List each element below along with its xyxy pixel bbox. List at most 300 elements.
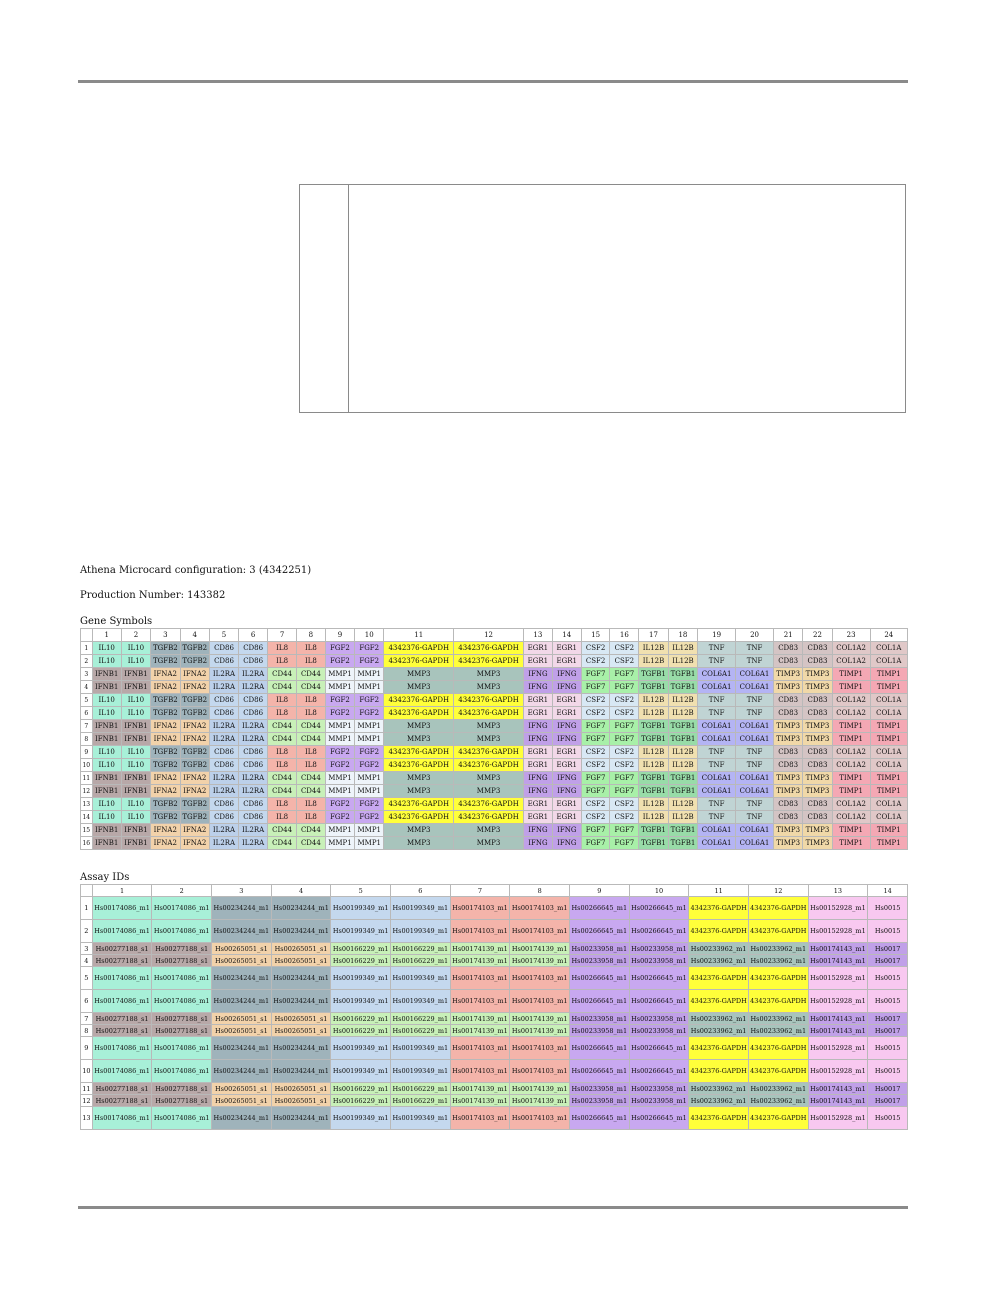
- gene-symbol-cell: IFNA2: [151, 785, 179, 797]
- gene-symbol-cell: MMP3: [384, 824, 453, 836]
- gene-symbol-cell: FGF7: [610, 720, 638, 732]
- gene-symbol-cell: TNF: [698, 707, 735, 719]
- gene-symbol-cell: IL10: [93, 655, 121, 667]
- gene-symbol-cell: IFNB1: [93, 837, 121, 849]
- assay-column-header: 9: [570, 885, 629, 896]
- table-row: [81, 798, 907, 810]
- assay-id-cell: Hs00234244_m1: [212, 1037, 271, 1059]
- row-number: 7: [81, 720, 92, 732]
- gene-symbol-cell: FGF2: [326, 746, 354, 758]
- gene-symbol-cell: TNF: [736, 798, 773, 810]
- gene-symbol-cell: IL2RA: [210, 720, 238, 732]
- assay-id-cell: Hs00174143_m1: [810, 956, 866, 965]
- gene-symbol-cell: CD83: [803, 746, 831, 758]
- gene-symbol-cell: CD86: [239, 694, 267, 706]
- assay-id-cell: Hs00174086_m1: [93, 990, 152, 1012]
- assay-id-cell: Hs00174086_m1: [93, 1037, 152, 1059]
- assay-id-cell: Hs0017: [868, 955, 907, 966]
- gene-column-header: 12: [454, 629, 523, 641]
- row-number: 6: [81, 990, 92, 1012]
- gene-symbol-cell: COL6A1: [736, 837, 773, 849]
- gene-symbol-cell: IL12B: [669, 759, 697, 771]
- assay-id-cell: Hs00166229_m1: [332, 944, 389, 953]
- assay-id-cell: Hs00199349_m1: [331, 920, 390, 942]
- row-number: 8: [81, 1025, 92, 1036]
- gene-symbol-cell: CD44: [268, 720, 296, 732]
- assay-id-cell: Hs00265051_s1: [272, 1013, 331, 1024]
- assay-id-cell: Hs00277188_s1: [93, 943, 152, 954]
- gene-symbol-cell: IL10: [93, 694, 121, 706]
- gene-symbol-cell: IL10: [122, 811, 150, 823]
- table-row: [81, 897, 907, 919]
- gene-symbol-cell: IL8: [297, 642, 325, 654]
- gene-symbol-cell: IFNA2: [151, 824, 179, 836]
- footer-rule: [78, 1206, 908, 1209]
- assay-id-cell: Hs00174143_m1: [810, 1084, 866, 1093]
- gene-symbol-cell: IL8: [297, 759, 325, 771]
- gene-symbol-cell: TGFB1: [669, 772, 697, 784]
- gene-symbol-cell: EGR1: [553, 811, 581, 823]
- gene-symbol-cell: MMP3: [384, 668, 453, 680]
- gene-symbol-cell: TIMP3: [803, 668, 831, 680]
- assay-id-cell: Hs00233958_m1: [631, 1026, 687, 1035]
- row-number: 11: [81, 772, 92, 784]
- row-number: 5: [81, 967, 92, 989]
- gene-symbol-cell: CSF2: [610, 642, 638, 654]
- assay-id-cell: Hs00174103_m1: [451, 990, 510, 1012]
- assay-column-header: 14: [868, 885, 907, 896]
- gene-symbol-cell: TNF: [736, 707, 773, 719]
- gene-symbol-cell: COL1A: [871, 798, 907, 810]
- gene-symbol-cell: IFNG: [524, 733, 552, 745]
- assay-id-cell: Hs00266645_m1: [570, 1037, 629, 1059]
- row-number: 12: [81, 785, 92, 797]
- gene-symbol-cell: TIMP3: [774, 733, 802, 745]
- gene-column-header: 14: [553, 629, 581, 641]
- assay-id-cell: Hs00234244_m1: [272, 967, 331, 989]
- assay-id-cell: Hs00152928_m1: [809, 920, 868, 942]
- gene-symbol-cell: COL1A2: [833, 655, 870, 667]
- gene-symbol-cell: FGF2: [355, 642, 383, 654]
- gene-symbol-cell: CSF2: [610, 746, 638, 758]
- gene-symbol-cell: MMP3: [454, 824, 523, 836]
- gene-symbol-cell: IL10: [122, 694, 150, 706]
- gene-symbol-cell: IFNB1: [93, 785, 121, 797]
- assay-id-cell: Hs00174143_m1: [810, 1096, 866, 1105]
- gene-corner-cell: [81, 629, 92, 641]
- gene-symbol-cell: COL1A: [871, 694, 907, 706]
- gene-symbol-cell: IL2RA: [210, 772, 238, 784]
- gene-symbol-cell: IFNG: [524, 785, 552, 797]
- gene-symbol-cell: IL8: [268, 759, 296, 771]
- gene-symbol-cell: IL8: [268, 655, 296, 667]
- gene-symbol-cell: MMP3: [454, 733, 523, 745]
- assay-id-cell: Hs00233958_m1: [631, 944, 687, 953]
- assay-ids-table: [80, 884, 908, 1130]
- gene-symbol-cell: CD44: [297, 772, 325, 784]
- assay-id-cell: Hs00266645_m1: [630, 1060, 689, 1082]
- gene-symbol-cell: IL8: [268, 642, 296, 654]
- gene-symbol-cell: CD83: [803, 655, 831, 667]
- assay-id-cell: Hs00174086_m1: [152, 897, 211, 919]
- assay-id-cell: Hs00174139_m1: [452, 1014, 508, 1023]
- row-number: 2: [81, 655, 92, 667]
- gene-symbol-cell: IFNA2: [181, 720, 209, 732]
- gene-symbol-cell: TNF: [736, 694, 773, 706]
- gene-symbol-cell: IFNA2: [151, 733, 179, 745]
- table-row: [81, 1060, 907, 1082]
- gene-symbol-cell: FGF2: [326, 707, 354, 719]
- table-row: [81, 824, 907, 836]
- gene-symbol-cell: TIMP3: [774, 785, 802, 797]
- gene-symbol-cell: IFNA2: [181, 837, 209, 849]
- table-row: [81, 1107, 907, 1129]
- gene-symbol-cell: IFNG: [524, 668, 552, 680]
- table-row: [81, 772, 907, 784]
- gene-symbol-cell: CD83: [774, 798, 802, 810]
- gene-symbol-cell: IL12B: [669, 655, 697, 667]
- assay-id-cell: Hs00174086_m1: [93, 1060, 152, 1082]
- gene-symbol-cell: IL8: [297, 811, 325, 823]
- gene-symbol-cell: IFNB1: [93, 681, 121, 693]
- gene-symbol-cell: IFNG: [524, 824, 552, 836]
- gene-symbol-cell: TGFB2: [181, 655, 209, 667]
- gene-column-header: 7: [268, 629, 296, 641]
- gene-symbol-cell: CSF2: [582, 707, 610, 719]
- gene-symbol-cell: IL12B: [639, 811, 667, 823]
- gene-symbol-cell: COL6A1: [736, 824, 773, 836]
- gene-symbol-cell: IL12B: [639, 694, 667, 706]
- row-number: 4: [81, 681, 92, 693]
- gene-symbol-cell: IL10: [122, 798, 150, 810]
- assay-id-cell: Hs00233962_m1: [690, 944, 747, 953]
- gene-symbol-cell: CD86: [210, 759, 238, 771]
- assay-id-cell: Hs0017: [868, 1083, 907, 1094]
- gene-column-header: 21: [774, 629, 802, 641]
- assay-id-cell: Hs00174103_m1: [451, 967, 510, 989]
- assay-id-cell: Hs00199349_m1: [391, 967, 450, 989]
- assay-id-cell: Hs00174103_m1: [510, 967, 569, 989]
- assay-id-cell: Hs00234244_m1: [272, 897, 331, 919]
- table-row: [81, 1083, 907, 1094]
- assay-id-cell: Hs00174103_m1: [510, 1060, 569, 1082]
- gene-symbol-cell: IFNG: [553, 733, 581, 745]
- assay-id-cell: Hs00234244_m1: [272, 1060, 331, 1082]
- gene-symbol-cell: IL8: [297, 655, 325, 667]
- gene-symbol-cell: IFNA2: [181, 668, 209, 680]
- gene-symbol-cell: FGF7: [582, 785, 610, 797]
- gene-symbol-cell: 4342376-GAPDH: [384, 642, 453, 654]
- gene-symbol-cell: IL12B: [669, 707, 697, 719]
- assay-id-cell: Hs00152928_m1: [809, 897, 868, 919]
- assay-id-cell: Hs00152928_m1: [809, 1060, 868, 1082]
- gene-symbol-cell: TGFB2: [151, 759, 179, 771]
- assay-id-cell: Hs00233958_m1: [571, 1026, 628, 1035]
- gene-symbol-cell: IFNB1: [122, 720, 150, 732]
- assay-id-cell: Hs0015: [868, 897, 907, 919]
- gene-symbol-cell: IL2RA: [239, 733, 267, 745]
- gene-symbol-cell: MMP1: [355, 785, 383, 797]
- gene-symbol-cell: CSF2: [582, 694, 610, 706]
- gene-symbol-cell: 4342376-GAPDH: [454, 798, 523, 810]
- row-number: 3: [81, 943, 92, 954]
- assay-id-cell: Hs00174103_m1: [510, 990, 569, 1012]
- gene-symbol-cell: CD44: [268, 668, 296, 680]
- gene-symbol-cell: TGFB1: [669, 824, 697, 836]
- gene-symbol-cell: CD44: [268, 837, 296, 849]
- gene-symbol-cell: EGR1: [553, 694, 581, 706]
- gene-symbol-cell: IL2RA: [239, 720, 267, 732]
- assay-id-cell: Hs00266645_m1: [570, 967, 629, 989]
- gene-symbol-cell: EGR1: [524, 655, 552, 667]
- gene-symbol-cell: TIMP1: [871, 720, 907, 732]
- gene-symbol-cell: COL1A2: [833, 694, 870, 706]
- gene-symbol-cell: IFNG: [524, 681, 552, 693]
- gene-symbol-cell: IL12B: [669, 694, 697, 706]
- gene-header-row: [81, 629, 907, 641]
- row-number: 15: [81, 824, 92, 836]
- gene-symbol-cell: FGF7: [610, 824, 638, 836]
- assay-id-cell: Hs00277188_s1: [93, 1025, 152, 1036]
- assay-id-cell: Hs00199349_m1: [391, 920, 450, 942]
- assay-corner-cell: [81, 885, 92, 896]
- gene-symbol-cell: 4342376-GAPDH: [454, 811, 523, 823]
- row-number: 5: [81, 694, 92, 706]
- gene-symbol-cell: 4342376-GAPDH: [454, 694, 523, 706]
- gene-symbol-cell: CSF2: [582, 655, 610, 667]
- assay-id-cell: Hs00234244_m1: [212, 1060, 271, 1082]
- gene-symbol-cell: TGFB1: [669, 668, 697, 680]
- gene-symbol-cell: TGFB2: [181, 694, 209, 706]
- gene-symbol-cell: MMP3: [454, 772, 523, 784]
- gene-symbol-cell: TIMP1: [871, 785, 907, 797]
- assay-id-cell: 4342376-GAPDH: [749, 1060, 808, 1082]
- assay-header-row: [81, 885, 907, 896]
- gene-symbol-cell: COL6A1: [698, 772, 735, 784]
- gene-symbol-cell: FGF2: [355, 746, 383, 758]
- gene-symbol-cell: 4342376-GAPDH: [454, 707, 523, 719]
- gene-symbol-cell: TNF: [698, 694, 735, 706]
- row-number: 16: [81, 837, 92, 849]
- row-number: 2: [81, 920, 92, 942]
- gene-symbol-cell: IL2RA: [210, 785, 238, 797]
- assay-id-cell: Hs00166229_m1: [392, 1014, 449, 1023]
- assay-id-cell: Hs00174086_m1: [152, 1107, 211, 1129]
- gene-symbol-cell: TIMP1: [833, 772, 870, 784]
- gene-column-header: 19: [698, 629, 735, 641]
- gene-symbol-cell: IL12B: [639, 655, 667, 667]
- gene-symbol-cell: CD83: [803, 759, 831, 771]
- gene-symbol-cell: IL10: [122, 759, 150, 771]
- gene-column-header: 16: [610, 629, 638, 641]
- gene-column-header: 6: [239, 629, 267, 641]
- gene-symbol-cell: IL10: [122, 655, 150, 667]
- gene-symbol-cell: IFNB1: [122, 668, 150, 680]
- assay-id-cell: Hs00233962_m1: [690, 1026, 747, 1035]
- table-row: [81, 811, 907, 823]
- gene-symbol-cell: TGFB1: [669, 733, 697, 745]
- gene-symbol-cell: CSF2: [582, 811, 610, 823]
- gene-symbol-cell: IFNB1: [93, 668, 121, 680]
- assay-id-cell: Hs00265051_s1: [272, 1083, 331, 1094]
- gene-symbol-cell: COL6A1: [736, 720, 773, 732]
- assay-id-cell: Hs00174103_m1: [510, 920, 569, 942]
- gene-symbols-table: [80, 628, 908, 850]
- gene-symbol-cell: COL6A1: [736, 668, 773, 680]
- assay-id-cell: Hs00233958_m1: [571, 1096, 628, 1105]
- assay-id-cell: Hs00199349_m1: [391, 897, 450, 919]
- assay-id-cell: Hs00174139_m1: [511, 1096, 568, 1105]
- gene-symbol-cell: MMP1: [355, 668, 383, 680]
- assay-id-cell: Hs00174103_m1: [451, 1107, 510, 1129]
- gene-symbol-cell: 4342376-GAPDH: [384, 694, 453, 706]
- assay-id-cell: 4342376-GAPDH: [689, 967, 748, 989]
- assay-column-header: 3: [212, 885, 271, 896]
- table-row: [81, 746, 907, 758]
- gene-symbol-cell: IFNA2: [151, 668, 179, 680]
- gene-symbol-cell: TIMP3: [774, 837, 802, 849]
- gene-symbol-cell: COL6A1: [698, 837, 735, 849]
- gene-symbol-cell: TIMP3: [803, 837, 831, 849]
- gene-symbol-cell: CD83: [803, 798, 831, 810]
- gene-symbol-cell: CSF2: [582, 759, 610, 771]
- gene-symbol-cell: MMP3: [384, 772, 453, 784]
- assay-id-cell: Hs00265051_s1: [272, 1095, 331, 1106]
- row-number: 3: [81, 668, 92, 680]
- gene-symbol-cell: IFNB1: [93, 720, 121, 732]
- assay-id-cell: Hs00152928_m1: [809, 1037, 868, 1059]
- gene-symbol-cell: IL2RA: [239, 785, 267, 797]
- gene-symbol-cell: COL6A1: [736, 785, 773, 797]
- assay-id-cell: Hs00174103_m1: [451, 1060, 510, 1082]
- assay-id-cell: Hs00174086_m1: [93, 967, 152, 989]
- gene-symbol-cell: TGFB1: [639, 733, 667, 745]
- table-row: [81, 990, 907, 1012]
- gene-symbol-cell: TGFB1: [639, 772, 667, 784]
- gene-symbol-cell: TIMP1: [871, 824, 907, 836]
- assay-id-cell: Hs00233962_m1: [750, 956, 807, 965]
- assay-id-cell: Hs00199349_m1: [331, 1037, 390, 1059]
- assay-id-cell: Hs00234244_m1: [212, 897, 271, 919]
- table-row: [81, 955, 907, 966]
- gene-symbol-cell: CD83: [774, 655, 802, 667]
- assay-id-cell: Hs00265051_s1: [212, 1025, 271, 1036]
- gene-symbol-cell: CD44: [268, 733, 296, 745]
- assay-id-cell: Hs00233962_m1: [750, 944, 807, 953]
- gene-symbol-cell: TIMP3: [803, 733, 831, 745]
- gene-symbol-cell: IL12B: [669, 798, 697, 810]
- gene-symbol-cell: COL6A1: [698, 824, 735, 836]
- gene-symbol-cell: TIMP3: [803, 681, 831, 693]
- gene-symbol-cell: TIMP1: [833, 785, 870, 797]
- gene-symbol-cell: FGF7: [610, 837, 638, 849]
- assay-id-cell: Hs00199349_m1: [331, 897, 390, 919]
- gene-symbol-cell: FGF2: [326, 694, 354, 706]
- gene-symbol-cell: IFNB1: [93, 733, 121, 745]
- assay-id-cell: Hs00174086_m1: [93, 920, 152, 942]
- gene-symbol-cell: IL8: [268, 798, 296, 810]
- gene-symbol-cell: TIMP1: [833, 668, 870, 680]
- table-row: [81, 920, 907, 942]
- gene-symbol-cell: MMP3: [384, 733, 453, 745]
- gene-symbol-cell: 4342376-GAPDH: [454, 759, 523, 771]
- gene-symbol-cell: COL1A: [871, 746, 907, 758]
- gene-symbol-cell: EGR1: [553, 655, 581, 667]
- assay-id-cell: Hs00277188_s1: [152, 1025, 211, 1036]
- gene-symbol-cell: CD86: [239, 811, 267, 823]
- assay-id-cell: Hs00265051_s1: [212, 1095, 271, 1106]
- table-row: [81, 668, 907, 680]
- assay-id-cell: Hs00199349_m1: [391, 1060, 450, 1082]
- gene-symbol-cell: CD44: [268, 824, 296, 836]
- assay-id-cell: Hs0017: [868, 943, 907, 954]
- assay-id-cell: Hs00174086_m1: [152, 967, 211, 989]
- assay-id-cell: Hs00166229_m1: [332, 1084, 389, 1093]
- gene-symbol-cell: TNF: [698, 811, 735, 823]
- gene-symbol-cell: COL1A2: [833, 642, 870, 654]
- gene-symbol-cell: EGR1: [524, 746, 552, 758]
- gene-symbol-cell: CD86: [239, 655, 267, 667]
- gene-symbol-cell: EGR1: [553, 707, 581, 719]
- gene-symbol-cell: CSF2: [582, 746, 610, 758]
- gene-symbol-cell: IFNA2: [151, 681, 179, 693]
- gene-symbol-cell: IFNG: [553, 824, 581, 836]
- assay-id-cell: Hs00174103_m1: [510, 1037, 569, 1059]
- assay-id-cell: Hs00174086_m1: [93, 1107, 152, 1129]
- gene-symbol-cell: TIMP1: [871, 772, 907, 784]
- gene-symbol-cell: CD83: [774, 759, 802, 771]
- gene-symbol-cell: IL10: [122, 746, 150, 758]
- assay-id-cell: Hs00166229_m1: [392, 1084, 449, 1093]
- gene-symbol-cell: IL10: [93, 811, 121, 823]
- gene-symbol-cell: TIMP3: [774, 824, 802, 836]
- gene-symbol-cell: CD44: [268, 785, 296, 797]
- gene-column-header: 15: [582, 629, 610, 641]
- gene-symbol-cell: IFNB1: [122, 681, 150, 693]
- gene-symbol-cell: TIMP3: [774, 772, 802, 784]
- assay-id-cell: Hs00234244_m1: [272, 920, 331, 942]
- gene-symbol-cell: TIMP1: [871, 681, 907, 693]
- gene-symbol-cell: 4342376-GAPDH: [454, 642, 523, 654]
- assay-table-wrap: [80, 884, 908, 1138]
- note-box: [299, 184, 906, 413]
- table-row: [81, 785, 907, 797]
- gene-column-header: 2: [122, 629, 150, 641]
- gene-symbol-cell: CD86: [239, 759, 267, 771]
- gene-symbol-cell: IFNB1: [122, 772, 150, 784]
- gene-symbol-cell: TGFB2: [151, 811, 179, 823]
- gene-symbol-cell: CSF2: [610, 694, 638, 706]
- gene-symbol-cell: TGFB2: [181, 759, 209, 771]
- gene-symbol-cell: CD83: [803, 694, 831, 706]
- gene-symbol-cell: TNF: [736, 811, 773, 823]
- assay-id-cell: Hs00174086_m1: [152, 1060, 211, 1082]
- assay-id-cell: Hs00174086_m1: [152, 990, 211, 1012]
- assay-id-cell: Hs00166229_m1: [392, 956, 449, 965]
- gene-symbol-cell: IL2RA: [239, 668, 267, 680]
- gene-symbol-cell: FGF2: [326, 642, 354, 654]
- assay-id-cell: Hs00233958_m1: [571, 1084, 628, 1093]
- assay-id-cell: Hs00277188_s1: [152, 955, 211, 966]
- gene-symbol-cell: IL2RA: [210, 733, 238, 745]
- row-number: 6: [81, 707, 92, 719]
- gene-symbol-cell: MMP1: [326, 837, 354, 849]
- assay-id-cell: Hs00234244_m1: [272, 1037, 331, 1059]
- gene-symbol-cell: COL1A2: [833, 746, 870, 758]
- assay-id-cell: Hs00234244_m1: [272, 990, 331, 1012]
- gene-symbol-cell: CD86: [210, 811, 238, 823]
- gene-symbol-cell: CD83: [774, 694, 802, 706]
